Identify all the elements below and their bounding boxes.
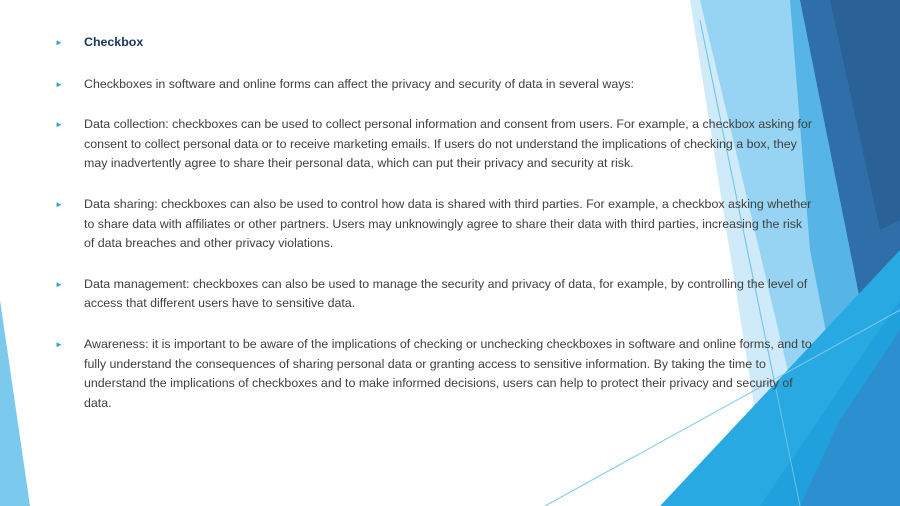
bullet-item-title bbox=[55, 33, 815, 53]
bullet-arrow-icon: ► bbox=[55, 339, 63, 349]
bullet-item bbox=[55, 195, 815, 254]
paragraph-data-collection: Data collection: checkboxes can be used to collect personal information and consent from users. For example, a checkbox asking for consent to collect personal data or to receive marketing emails. If users do not understand the implications of checking a box, they may inadvertently agree to share their personal data, which can put their privacy and security at risk. bbox=[84, 117, 812, 171]
bullet-item bbox=[55, 335, 815, 413]
slide-title: Checkbox bbox=[84, 35, 144, 49]
slide-content bbox=[55, 33, 815, 434]
paragraph-data-sharing: Data sharing: checkboxes can also be used to control how data is shared with third parties. For example, a checkbox asking whether to share data with affiliates or other partners. Users may unknowingly agree to share their data with third parties, increasing the risk of data breaches and other privacy violations. bbox=[84, 196, 812, 251]
bullet-item bbox=[55, 275, 815, 314]
paragraph-data-management: Data management: checkboxes can also be used to manage the security and privacy of data, for example, by controlling the level of access that different users have to sensitive data. bbox=[84, 276, 808, 311]
paragraph-intro: Checkboxes in software and online forms can affect the privacy and security of data in several ways: bbox=[84, 76, 635, 91]
bullet-arrow-icon: ► bbox=[55, 120, 63, 130]
bullet-arrow-icon: ► bbox=[55, 199, 63, 209]
bullet-item bbox=[55, 75, 815, 95]
left-accent-shape bbox=[0, 300, 30, 506]
bullet-item bbox=[55, 115, 815, 174]
bullet-arrow-icon: ► bbox=[55, 79, 63, 89]
paragraph-awareness: Awareness: it is important to be aware of the implications of checking or unchecking checkboxes in software and online forms, and to fully understand the consequences of sharing personal data or granting access to sensitive information. By taking the time to understand the implications of checkboxes and to make informed decisions, users can help to protect their privacy and security of data. bbox=[84, 336, 812, 410]
bullet-arrow-icon: ► bbox=[55, 38, 63, 47]
bullet-arrow-icon: ► bbox=[55, 279, 63, 289]
